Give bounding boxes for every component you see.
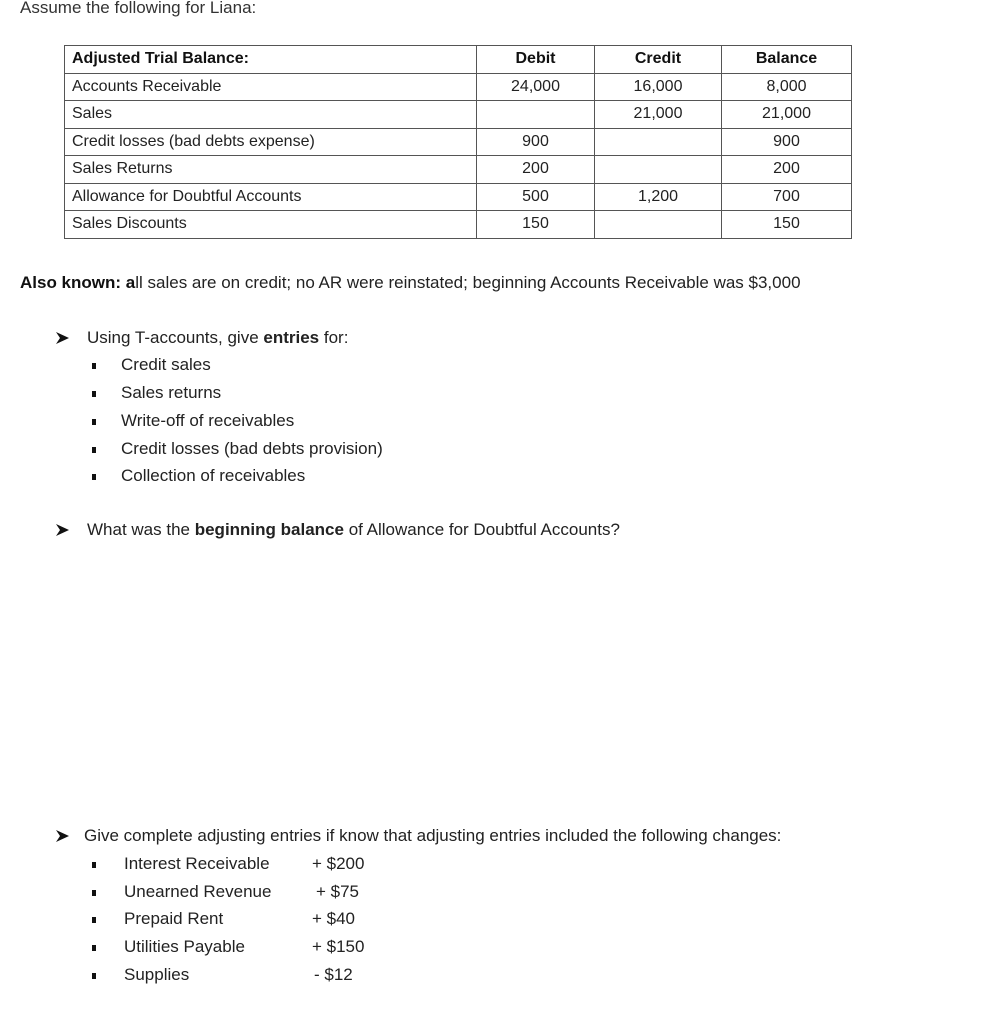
balance-cell: 700 <box>722 183 852 211</box>
debit-cell: 500 <box>477 183 595 211</box>
credit-cell: 1,200 <box>595 183 722 211</box>
account-cell: Accounts Receivable <box>65 73 477 101</box>
credit-cell <box>595 128 722 156</box>
table-row <box>65 128 852 156</box>
also-known-rest: ll sales are on credit; no AR were reinstated; beginning Accounts Receivable was $3,000 <box>135 273 801 292</box>
arrow-bullet-icon <box>56 524 69 536</box>
q2-pre: What was the <box>87 520 195 539</box>
arrow-bullet-icon <box>56 830 69 842</box>
square-bullet-icon <box>92 973 96 979</box>
list-item: Credit losses (bad debts provision) <box>121 439 383 458</box>
account-cell: Credit losses (bad debts expense) <box>65 128 477 156</box>
q2-text <box>87 520 620 540</box>
square-bullet-icon <box>92 917 96 923</box>
account-cell: Sales <box>65 101 477 129</box>
q1-pre: Using T-accounts, give <box>87 328 264 347</box>
header-debit: Debit <box>477 46 595 74</box>
account-cell: Sales Discounts <box>65 211 477 239</box>
square-bullet-icon <box>92 862 96 868</box>
adjustment-label: Unearned Revenue <box>124 882 272 901</box>
table-row <box>65 73 852 101</box>
table-row <box>65 211 852 239</box>
q2-post: of Allowance for Doubtful Accounts? <box>343 520 620 539</box>
q1-post: for: <box>319 328 349 347</box>
square-bullet-icon <box>92 890 96 896</box>
account-cell: Allowance for Doubtful Accounts <box>65 183 477 211</box>
square-bullet-icon <box>92 447 96 453</box>
question-beginning-balance <box>56 520 620 540</box>
table-row <box>65 156 852 184</box>
header-balance: Balance <box>722 46 852 74</box>
list-item: Collection of receivables <box>121 466 306 485</box>
also-known-text <box>20 273 801 293</box>
debit-cell: 900 <box>477 128 595 156</box>
adjustment-label: Interest Receivable <box>124 854 270 873</box>
adjustment-value: + $200 <box>312 854 365 873</box>
list-item: Sales returns <box>121 383 222 402</box>
intro-text: Assume the following for Liana: <box>20 0 257 17</box>
balance-cell: 150 <box>722 211 852 239</box>
q1-text <box>87 328 348 348</box>
header-credit: Credit <box>595 46 722 74</box>
q2-bold: beginning balance <box>194 520 344 539</box>
list-item: Credit sales <box>121 355 211 374</box>
arrow-bullet-icon <box>56 332 69 344</box>
debit-cell <box>477 101 595 129</box>
q3-text: Give complete adjusting entries if know that adjusting entries included the following changes: <box>84 826 782 845</box>
square-bullet-icon <box>92 945 96 951</box>
list-item: Write-off of receivables <box>121 411 295 430</box>
adjustment-label: Supplies <box>124 965 190 984</box>
adjustment-label: Prepaid Rent <box>124 909 224 928</box>
credit-cell <box>595 211 722 239</box>
adjustment-value: + $40 <box>312 909 356 928</box>
account-cell: Sales Returns <box>65 156 477 184</box>
question-tacounts <box>56 328 348 348</box>
balance-cell: 21,000 <box>722 101 852 129</box>
debit-cell: 200 <box>477 156 595 184</box>
table-header-row <box>65 46 852 74</box>
header-account: Adjusted Trial Balance: <box>65 46 477 74</box>
balance-cell: 200 <box>722 156 852 184</box>
debit-cell: 24,000 <box>477 73 595 101</box>
square-bullet-icon <box>92 363 96 369</box>
square-bullet-icon <box>92 391 96 397</box>
adjustment-value: + $75 <box>316 882 360 901</box>
also-known-bold: Also known: a <box>20 273 136 292</box>
table-row <box>65 101 852 129</box>
adjustment-value: - $12 <box>314 965 353 984</box>
trial-balance-table <box>64 45 852 239</box>
square-bullet-icon <box>92 474 96 480</box>
balance-cell: 8,000 <box>722 73 852 101</box>
balance-cell: 900 <box>722 128 852 156</box>
question-adjusting-entries <box>56 826 781 846</box>
square-bullet-icon <box>92 419 96 425</box>
adjustment-label: Utilities Payable <box>124 937 245 956</box>
debit-cell: 150 <box>477 211 595 239</box>
credit-cell: 16,000 <box>595 73 722 101</box>
table-row <box>65 183 852 211</box>
q1-bold: entries <box>263 328 320 347</box>
credit-cell <box>595 156 722 184</box>
adjustment-value: + $150 <box>312 937 365 956</box>
credit-cell: 21,000 <box>595 101 722 129</box>
